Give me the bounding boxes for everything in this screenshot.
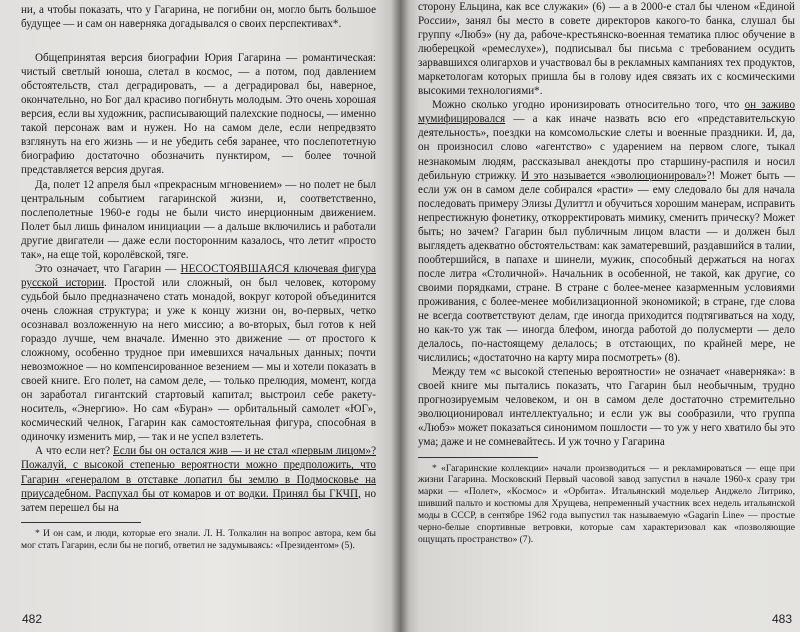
irony-end: ?! Может быть — если уж он в самом деле собирался «расти» — ему следовало бы для начала последовать примеру Элизы Дулиттл и обучиться хорошим манерам, исправить непрестижную фонетику, откорректировать мимику, сменить прическу? Может быть; но зачем? Гагарин был публичным лицом власти — и должен был выглядеть адекватно обстоятельствам: как заматеревший, раздавшийся в талии, пообтершийся, в папахе и шинели, мужик, способный держаться на ногах после литра «Столичной». Начальник в особенной, не такой, как другие, со своими порядками, стране. В стране с более-менее казарменным условиями проживания, с более-менее мобилизационной экономикой; в стране, где слова не всегда соответствуют делам, где иногда приходится подтягиваться на ходу, но как-то уж так — иногда блефом, иногда работой до полусмерти — дело делалось, по-настоящему делалось; в отстающих, по крайней мере, не числились; «достаточно на карту мира посмотреть» (8).	[418, 169, 796, 365]
left-paragraph-flight: Да, полет 12 апреля был «прекрасным мгновением» — но полет не был центральным событием гагаринской жизни, и, соответственно, послеполетные 1960-е годы не были чисто инерционным движением. Полет был лишь финалом инициации — а дальше включились и работали другие двигатели — даже если посторонним казалось, что летит «просто так», на еще той, королёвской, тяге.	[21, 178, 376, 261]
footnote-divider-right	[418, 457, 538, 458]
right-page	[400, 0, 800, 632]
left-paragraph-meaning	[21, 262, 376, 445]
irony-intro: Можно сколько угодно иронизировать относительно того, что	[432, 99, 745, 112]
irony-body: — а как иначе назвать всю его «представительскую деятельность», поездки на комсомольские слеты и военные праздники. И, да, он произносил слово «агентство» с ударением на первом слоге, тыкал незнакомым людям, рассказывал анекдоты про старшину-распиля и носил дебильную стрижку.	[418, 113, 795, 182]
left-paragraph-top: ни, а чтобы показать, что у Гагарина, не погибни он, могло быть большое будущее — и сам он наверняка догадывался о своих перспективах*.	[21, 4, 376, 31]
page-number-left: 482	[22, 611, 43, 626]
left-paragraph-what-if	[21, 444, 376, 514]
irony-underlined-1: он заживо мумифицировался	[418, 99, 795, 126]
what-if-underlined-2: Принял бы ГКЧП,	[268, 487, 361, 500]
footnote-divider	[21, 522, 141, 523]
what-if-intro: А что если нет?	[35, 445, 113, 458]
what-if-body: Пожалуй, с высокой степенью вероятности можно предположить, что Гагарин «генералом в отставке лопатил бы землю в Подмосковье на приусадебном. Распухал бы от комаров и от водки.	[21, 459, 376, 500]
left-paragraph-version: Общепринятая версия биографии Юрия Гагарина — романтическая: чистый светлый юноша, слетал в космос, — а потом, под давлением обстоятельств, стал деградировать, — а деградировал бы, наверное, окончательно, но Бог дал красиво погибнуть молодым. Это очень хорошая версия, если вы художник, расписывающий палехские подносы, — именно такой персонаж вам и нужен. Но на самом деле, если непредвзято взглянуть на его жизнь — и не убедить себя заранее, что послепотетную биографию достаточно обозначить пунктиром, — более точной представляется версия другая.	[21, 52, 376, 177]
right-paragraph-between: Между тем «с высокой степенью вероятности» не означает «наверняка»: в своей книге мы пытались показать, что Гагарин был необычным, трудно прогнозируемым человеком, и он в самом деле достаточно стремительно эволюционировал интеллектуально; и если уж вы сообразили, что группа «Любэ» может показаться синонимом пошлости — то уж у него хватило бы это ума; даже и не сомневайтесь. И уж точно у Гагарина	[418, 366, 795, 449]
right-paragraph-top: сторону Ельцина, как все служаки» (6) — а в 2000-е стал бы членом «Единой России», занял бы место в совете директоров какого-то банка, слушал бы группу «Любэ» (ну да, рабоче-крестьянско-военная тематика плюс обучение в люберецкой «ремеслухе»), подписывал бы письма с требованием осудить зарвавшихся олигархов и участвовал бы в рекламных кампаниях тех продуктов, маркетологам которых пришла бы в голову идея связать их с космическими высокими технологиями*.	[418, 1, 795, 98]
what-if-underlined-1: Если бы он остался жив — и не стал «первым лицом»?	[113, 445, 376, 458]
right-paragraph-irony	[418, 98, 795, 365]
meaning-intro: Это означает, что Гагарин —	[35, 262, 181, 275]
left-footnote: * И он сам, и люди, которые его знали. Л. Н. Толкалин на вопрос автора, кем бы мог стать Гагарин, если бы не погиб, ответил не задумываясь: «Президентом» (5).	[21, 527, 376, 551]
what-if-end: но затем перешел бы на	[21, 487, 376, 514]
meaning-body: . Простой или сложный, он был человек, которому судьбой было предназначено стать монадой, вокруг которой объединится очень сложная структура; и уже к концу жизни он, во-первых, четко осознавал возложенную на него миссию; а во-вторых, был готов к ней гораздо лучше, чем вначале. Именно это движение — от простого к сложному, особенно трудное при имевшихся начальных данных; почти невозможное — но компенсированное везением — мы и хотели показать в своей книге. Его полет, на самом деле, — только прелюдия, момент, когда он заработал гигантский стартовый капитал; выстроил себе ракету-носитель, «Энергию». Но сам «Буран» — орбитальный самолет «ЮГ», космический челнок, Гагарин как самостоятельная фигура, способная в одиночку изменить мир, — так и не успел взлететь.	[21, 276, 376, 444]
page-number-right: 483	[771, 611, 792, 626]
meaning-underlined: ключевая фигура русской истории	[21, 262, 376, 289]
right-footnote: * «Гагаринские коллекции» начали производиться — и рекламироваться — еще при жизни Гагарина. Московский Первый часовой завод запустил в начале 1960-х сразу три марки — «Полет», «Космос» и «Орбита». Итальянский модельер Анджело Литрико, шивший пальто и костюмы для Хрущева, непременный участник всех недель итальянской моды в СССР, в сентябре 1962 года выпустил так называемую «Gagarin Line» — простые черно-белые спортивные ветровки, которые сам характеризовал как «позволяющие ощущать пространство» (7).	[418, 462, 795, 545]
meaning-caps-underlined: НЕСОСТОЯВШАЯСЯ	[180, 262, 290, 275]
irony-underlined-2: И это называется «эволюционировал»	[521, 169, 707, 182]
